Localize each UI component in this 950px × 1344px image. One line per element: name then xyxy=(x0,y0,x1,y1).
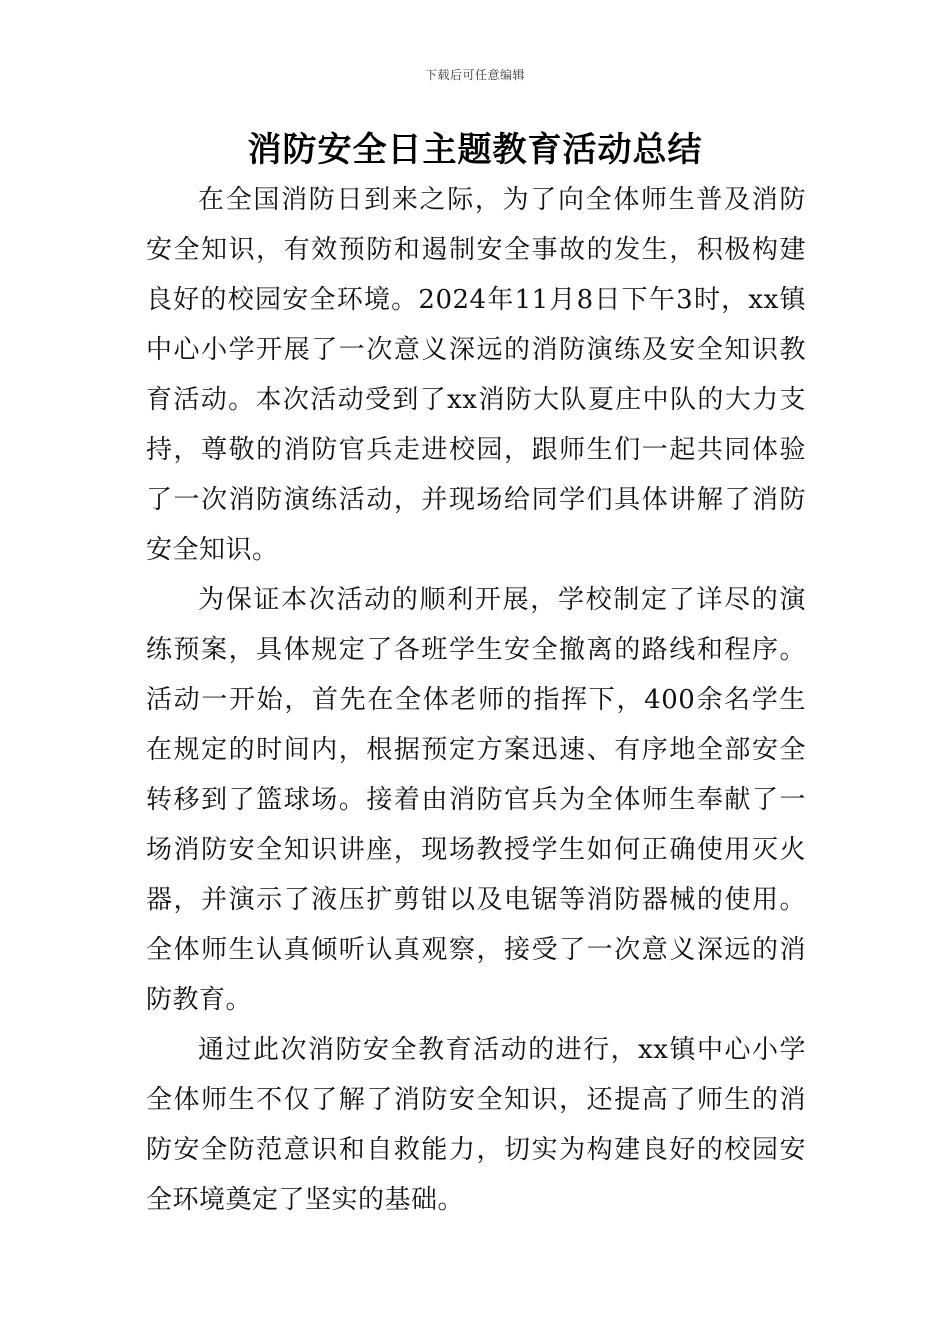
paragraph-3: 通过此次消防安全教育活动的进行，xx镇中心小学全体师生不仅了解了消防安全知识，还提高了师生的消防安全防范意识和自救能力，切实为构建良好的校园安全环境奠定了坚实的基础。 xyxy=(146,1035,806,1215)
header-note: 下载后可任意编辑 xyxy=(424,68,525,82)
document-body xyxy=(146,175,806,1225)
paragraph-2: 为保证本次活动的顺利开展，学校制定了详尽的演练预案，具体规定了各班学生安全撤离的路线和程序。活动一开始，首先在全体老师的指挥下，400余名学生在规定的时间内，根据预定方案迅速、有序地全部安全转移到了篮球场。接着由消防官兵为全体师生奉献了一场消防安全知识讲座，现场教授学生如何正确使用灭火器，并演示了液压扩剪钳以及电锯等消防器械的使用。全体师生认真倾听认真观察，接受了一次意义深远的消防教育。 xyxy=(146,585,806,1015)
document-title: 消防安全日主题教育活动总结 xyxy=(247,130,703,170)
paragraph-1: 在全国消防日到来之际，为了向全体师生普及消防安全知识，有效预防和遏制安全事故的发生，积极构建良好的校园安全环境。2024年11月8日下午3时，xx镇中心小学开展了一次意义深远的消防演练及安全知识教育活动。本次活动受到了xx消防大队夏庄中队的大力支持，尊敬的消防官兵走进校园，跟师生们一起共同体验了一次消防演练活动，并现场给同学们具体讲解了消防安全知识。 xyxy=(146,185,806,565)
